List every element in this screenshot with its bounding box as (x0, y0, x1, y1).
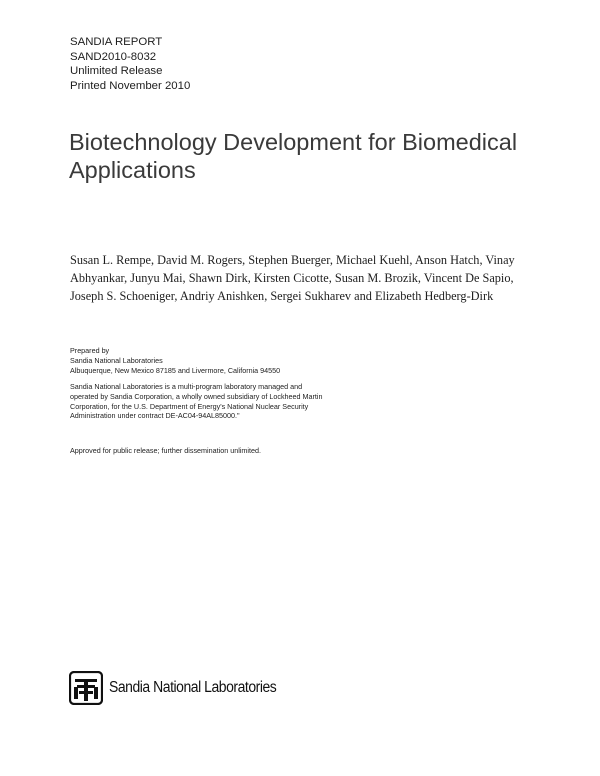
document-title (69, 128, 569, 184)
title-line-1: Biotechnology Development for Biomedical (69, 129, 518, 155)
corporate-line-4: Administration under contract DE-AC04-94AL85000." (70, 411, 240, 421)
corporate-notice (70, 382, 323, 421)
authors-line-3: Joseph S. Schoeniger, Andriy Anishken, Sergei Sukharev and Elizabeth Hedberg-Dirk (70, 289, 494, 303)
title-line-2: Applications (69, 157, 196, 183)
corporate-line-3: Corporation, for the U.S. Department of Energy's National Nuclear Security (70, 401, 309, 411)
authors-line-2: Abhyankar, Junyu Mai, Shawn Dirk, Kirsten Cicotte, Susan M. Brozik, Vincent De Sapio, (70, 271, 514, 285)
sandia-thunderbird-icon (69, 671, 103, 705)
corporate-line-1: Sandia National Laboratories is a multi-program laboratory managed and (70, 382, 303, 391)
report-series: SANDIA REPORT (70, 36, 163, 48)
corporate-line-2: operated by Sandia Corporation, a wholly owned subsidiary of Lockheed Martin (70, 391, 323, 401)
sandia-logo (69, 671, 295, 705)
approval-notice: Approved for public release; further dissemination unlimited. (70, 446, 261, 455)
prepared-label: Prepared by (70, 346, 110, 355)
report-number: SAND2010-8032 (70, 50, 157, 63)
logo-text: Sandia National Laboratories (109, 679, 277, 696)
author-list (70, 251, 540, 305)
authors-line-1: Susan L. Rempe, David M. Rogers, Stephen Buerger, Michael Kuehl, Anson Hatch, Vinay (70, 253, 515, 267)
prepared-by-block (70, 346, 280, 375)
prepared-org: Sandia National Laboratories (70, 355, 163, 365)
report-info (70, 35, 190, 93)
prepared-address: Albuquerque, New Mexico 87185 and Livermore, California 94550 (70, 365, 281, 375)
release-status: Unlimited Release (70, 65, 163, 77)
print-date: Printed November 2010 (70, 79, 191, 92)
